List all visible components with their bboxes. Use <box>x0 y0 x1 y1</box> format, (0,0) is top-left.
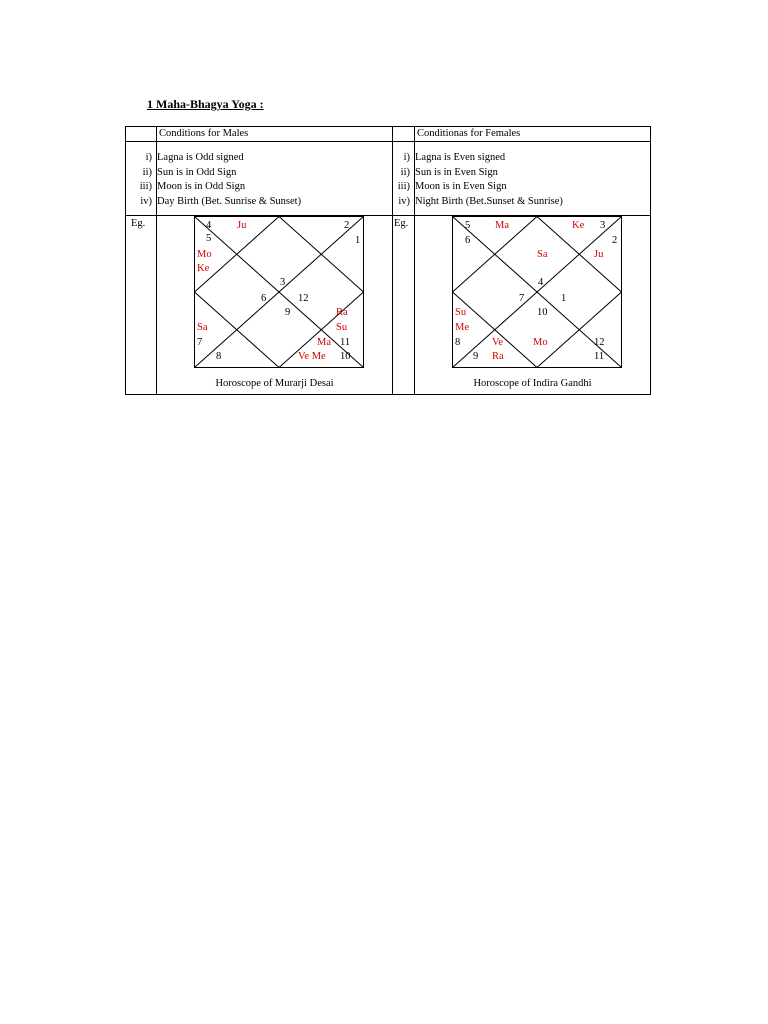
house-number: 1 <box>561 293 567 304</box>
house-number: 12 <box>298 293 309 304</box>
planet-moon: Mo <box>197 249 212 260</box>
females-num: i) <box>403 152 410 163</box>
planet-ketu: Ke <box>572 220 585 231</box>
house-number: 3 <box>280 277 286 288</box>
males-num: i) <box>145 152 152 163</box>
house-number: 4 <box>206 220 212 231</box>
females-eg-label: Eg. <box>394 218 409 229</box>
planet-saturn: Sa <box>537 249 548 260</box>
males-header: Conditions for Males <box>159 128 249 139</box>
planet-saturn: Sa <box>197 322 208 333</box>
females-condition: Lagna is Even signed <box>415 152 506 163</box>
males-num: iv) <box>140 195 152 207</box>
planet-rahu: Ra <box>492 351 504 362</box>
males-chart-cell <box>157 216 393 395</box>
females-num: ii) <box>400 166 410 178</box>
females-conditions <box>415 142 651 216</box>
header-cell-females <box>415 127 651 142</box>
females-numerals <box>393 142 415 216</box>
males-condition: Moon is in Odd Sign <box>157 181 246 192</box>
planet-mars: Ma <box>317 337 331 348</box>
page-heading: 1 Maha-Bhagya Yoga : <box>147 97 264 111</box>
females-header: Conditionas for Females <box>417 128 521 139</box>
males-horoscope-chart <box>194 216 364 369</box>
house-number: 5 <box>206 233 212 244</box>
males-condition: Day Birth (Bet. Sunrise & Sunset) <box>157 195 302 207</box>
females-num: iv) <box>398 195 410 207</box>
house-number: 10 <box>537 307 548 318</box>
planet-ketu: Ke <box>197 263 210 274</box>
header-num-cell-females <box>393 127 415 142</box>
house-number: 4 <box>538 277 544 288</box>
females-horoscope-chart <box>452 216 622 369</box>
house-number: 9 <box>285 307 291 318</box>
header-cell-males <box>157 127 393 142</box>
house-number: 11 <box>594 351 605 362</box>
house-number: 11 <box>340 337 351 348</box>
males-eg-label: Eg. <box>131 218 146 229</box>
house-number: 12 <box>594 337 605 348</box>
house-number: 6 <box>261 293 267 304</box>
house-number: 8 <box>216 351 222 362</box>
females-eg-cell <box>393 216 415 395</box>
planet-venus: Ve <box>492 337 504 348</box>
yoga-conditions-table <box>125 126 651 395</box>
planet-jupiter: Ju <box>237 220 247 231</box>
house-number: 2 <box>612 235 618 246</box>
males-num: ii) <box>142 166 152 178</box>
females-chart-cell <box>415 216 651 395</box>
planet-sun: Su <box>336 322 348 333</box>
house-number: 10 <box>340 351 351 362</box>
males-chart-caption: Horoscope of Murarji Desai <box>215 378 334 389</box>
females-chart-caption: Horoscope of Indira Gandhi <box>473 378 592 389</box>
males-numerals <box>126 142 157 216</box>
males-num: iii) <box>139 181 152 192</box>
females-num: iii) <box>397 181 410 192</box>
planet-mars: Ma <box>495 220 509 231</box>
females-condition: Night Birth (Bet.Sunset & Sunrise) <box>415 195 563 207</box>
planet-jupiter: Ju <box>594 249 604 260</box>
males-condition: Lagna is Odd signed <box>157 152 244 163</box>
females-condition: Sun is in Even Sign <box>415 166 498 178</box>
house-number: 2 <box>344 220 350 231</box>
planet-mercury: Me <box>455 322 469 333</box>
planet-sun: Su <box>455 307 467 318</box>
males-conditions <box>157 142 393 216</box>
house-number: 9 <box>473 351 479 362</box>
house-number: 7 <box>197 337 203 348</box>
females-condition: Moon is in Even Sign <box>415 181 507 192</box>
planet-venus-mercury: Ve Me <box>298 351 326 362</box>
planet-moon: Mo <box>533 337 548 348</box>
males-eg-cell <box>126 216 157 395</box>
house-number: 5 <box>465 220 471 231</box>
house-number: 7 <box>519 293 525 304</box>
planet-rahu: Ra <box>336 307 348 318</box>
house-number: 3 <box>600 220 606 231</box>
house-number: 8 <box>455 337 461 348</box>
header-num-cell-males <box>126 127 157 142</box>
house-number: 6 <box>465 235 471 246</box>
house-number: 1 <box>355 235 361 246</box>
males-chart-lines <box>194 216 364 369</box>
males-condition: Sun is in Odd Sign <box>157 166 237 178</box>
